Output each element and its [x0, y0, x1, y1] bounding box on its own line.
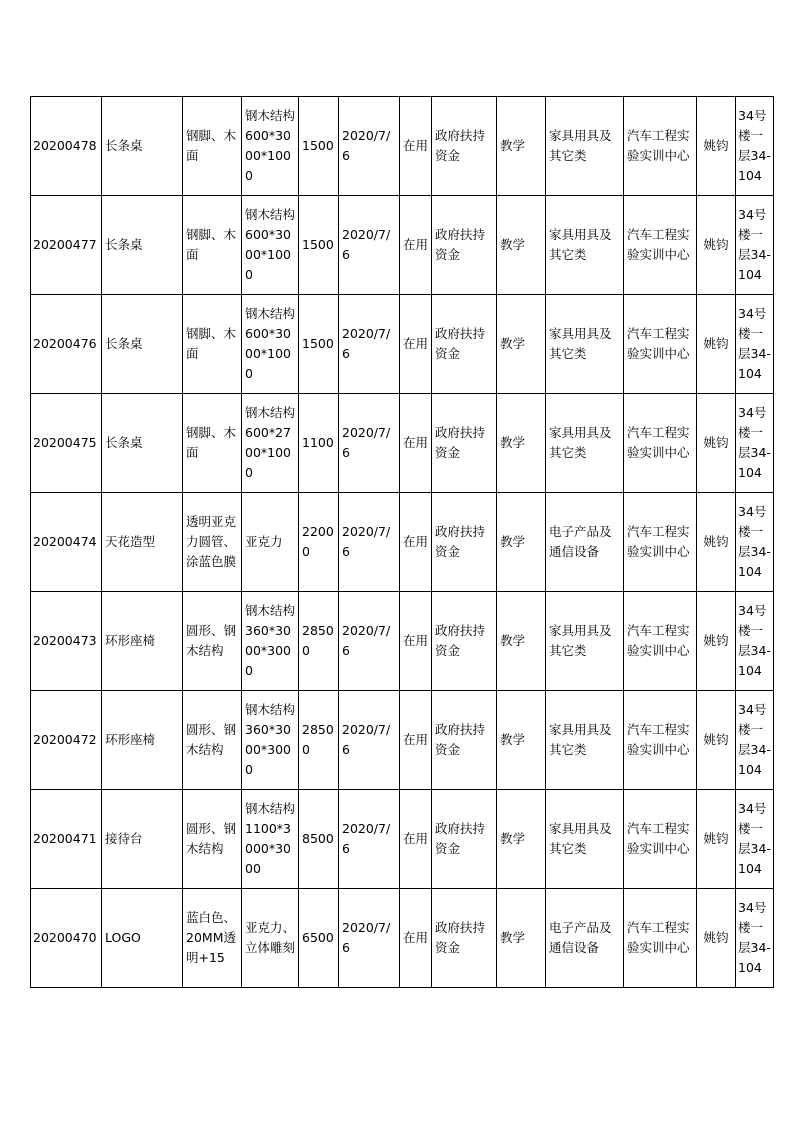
asset-table	[30, 96, 774, 988]
category-cell: 家具用具及其它类	[546, 196, 624, 295]
category-cell: 家具用具及其它类	[546, 295, 624, 394]
location-cell: 34号楼一层34-104	[736, 790, 774, 889]
table-row	[31, 97, 774, 196]
table-row	[31, 592, 774, 691]
department-cell: 汽车工程实验实训中心	[624, 394, 697, 493]
asset-id-cell: 20200472	[31, 691, 102, 790]
asset-name-cell: 长条桌	[102, 97, 183, 196]
table-row	[31, 295, 774, 394]
status-cell: 在用	[400, 592, 432, 691]
spec-cell: 钢木结构360*3000*3000	[242, 691, 299, 790]
purpose-cell: 教学	[497, 889, 546, 988]
asset-name-cell: LOGO	[102, 889, 183, 988]
material-cell: 钢脚、木面	[183, 295, 242, 394]
material-cell: 透明亚克力圆管、涂蓝色膜	[183, 493, 242, 592]
category-cell: 电子产品及通信设备	[546, 889, 624, 988]
status-cell: 在用	[400, 790, 432, 889]
custodian-cell: 姚钧	[697, 691, 736, 790]
fund-source-cell: 政府扶持资金	[432, 295, 497, 394]
custodian-cell: 姚钧	[697, 196, 736, 295]
material-cell: 钢脚、木面	[183, 394, 242, 493]
category-cell: 家具用具及其它类	[546, 790, 624, 889]
category-cell: 家具用具及其它类	[546, 394, 624, 493]
purpose-cell: 教学	[497, 295, 546, 394]
status-cell: 在用	[400, 394, 432, 493]
custodian-cell: 姚钧	[697, 493, 736, 592]
location-cell: 34号楼一层34-104	[736, 394, 774, 493]
department-cell: 汽车工程实验实训中心	[624, 691, 697, 790]
spec-cell: 亚克力	[242, 493, 299, 592]
price-cell: 6500	[299, 889, 339, 988]
asset-id-cell: 20200477	[31, 196, 102, 295]
spec-cell: 钢木结构1100*3000*3000	[242, 790, 299, 889]
location-cell: 34号楼一层34-104	[736, 691, 774, 790]
spec-cell: 亚克力、立体雕刻	[242, 889, 299, 988]
table-body	[31, 97, 774, 988]
status-cell: 在用	[400, 691, 432, 790]
location-cell: 34号楼一层34-104	[736, 196, 774, 295]
purpose-cell: 教学	[497, 691, 546, 790]
date-cell: 2020/7/6	[339, 493, 400, 592]
purpose-cell: 教学	[497, 97, 546, 196]
custodian-cell: 姚钧	[697, 295, 736, 394]
date-cell: 2020/7/6	[339, 889, 400, 988]
custodian-cell: 姚钧	[697, 394, 736, 493]
table-row	[31, 196, 774, 295]
department-cell: 汽车工程实验实训中心	[624, 493, 697, 592]
location-cell: 34号楼一层34-104	[736, 97, 774, 196]
asset-name-cell: 接待台	[102, 790, 183, 889]
fund-source-cell: 政府扶持资金	[432, 790, 497, 889]
spec-cell: 钢木结构600*3000*1000	[242, 196, 299, 295]
custodian-cell: 姚钧	[697, 790, 736, 889]
price-cell: 1500	[299, 196, 339, 295]
table-row	[31, 691, 774, 790]
date-cell: 2020/7/6	[339, 394, 400, 493]
material-cell: 圆形、钢木结构	[183, 691, 242, 790]
material-cell: 钢脚、木面	[183, 97, 242, 196]
department-cell: 汽车工程实验实训中心	[624, 295, 697, 394]
status-cell: 在用	[400, 97, 432, 196]
status-cell: 在用	[400, 889, 432, 988]
purpose-cell: 教学	[497, 196, 546, 295]
asset-id-cell: 20200471	[31, 790, 102, 889]
material-cell: 蓝白色、20MM透明+15	[183, 889, 242, 988]
custodian-cell: 姚钧	[697, 97, 736, 196]
department-cell: 汽车工程实验实训中心	[624, 592, 697, 691]
date-cell: 2020/7/6	[339, 691, 400, 790]
asset-name-cell: 天花造型	[102, 493, 183, 592]
custodian-cell: 姚钧	[697, 592, 736, 691]
asset-id-cell: 20200473	[31, 592, 102, 691]
fund-source-cell: 政府扶持资金	[432, 394, 497, 493]
asset-name-cell: 长条桌	[102, 295, 183, 394]
fund-source-cell: 政府扶持资金	[432, 592, 497, 691]
table-row	[31, 790, 774, 889]
price-cell: 28500	[299, 592, 339, 691]
location-cell: 34号楼一层34-104	[736, 295, 774, 394]
status-cell: 在用	[400, 493, 432, 592]
category-cell: 家具用具及其它类	[546, 97, 624, 196]
fund-source-cell: 政府扶持资金	[432, 493, 497, 592]
asset-id-cell: 20200475	[31, 394, 102, 493]
location-cell: 34号楼一层34-104	[736, 493, 774, 592]
purpose-cell: 教学	[497, 790, 546, 889]
asset-id-cell: 20200478	[31, 97, 102, 196]
asset-id-cell: 20200470	[31, 889, 102, 988]
department-cell: 汽车工程实验实训中心	[624, 790, 697, 889]
category-cell: 家具用具及其它类	[546, 691, 624, 790]
location-cell: 34号楼一层34-104	[736, 592, 774, 691]
category-cell: 电子产品及通信设备	[546, 493, 624, 592]
asset-name-cell: 长条桌	[102, 196, 183, 295]
material-cell: 钢脚、木面	[183, 196, 242, 295]
asset-id-cell: 20200474	[31, 493, 102, 592]
department-cell: 汽车工程实验实训中心	[624, 97, 697, 196]
purpose-cell: 教学	[497, 493, 546, 592]
spec-cell: 钢木结构600*3000*1000	[242, 295, 299, 394]
table-row	[31, 493, 774, 592]
location-cell: 34号楼一层34-104	[736, 889, 774, 988]
price-cell: 28500	[299, 691, 339, 790]
status-cell: 在用	[400, 196, 432, 295]
date-cell: 2020/7/6	[339, 97, 400, 196]
fund-source-cell: 政府扶持资金	[432, 889, 497, 988]
price-cell: 1500	[299, 295, 339, 394]
spec-cell: 钢木结构600*2700*1000	[242, 394, 299, 493]
table-row	[31, 394, 774, 493]
date-cell: 2020/7/6	[339, 592, 400, 691]
category-cell: 家具用具及其它类	[546, 592, 624, 691]
department-cell: 汽车工程实验实训中心	[624, 889, 697, 988]
purpose-cell: 教学	[497, 592, 546, 691]
purpose-cell: 教学	[497, 394, 546, 493]
fund-source-cell: 政府扶持资金	[432, 196, 497, 295]
material-cell: 圆形、钢木结构	[183, 592, 242, 691]
price-cell: 1500	[299, 97, 339, 196]
asset-name-cell: 环形座椅	[102, 691, 183, 790]
material-cell: 圆形、钢木结构	[183, 790, 242, 889]
asset-name-cell: 长条桌	[102, 394, 183, 493]
spec-cell: 钢木结构600*3000*1000	[242, 97, 299, 196]
department-cell: 汽车工程实验实训中心	[624, 196, 697, 295]
fund-source-cell: 政府扶持资金	[432, 691, 497, 790]
asset-name-cell: 环形座椅	[102, 592, 183, 691]
price-cell: 22000	[299, 493, 339, 592]
date-cell: 2020/7/6	[339, 295, 400, 394]
date-cell: 2020/7/6	[339, 790, 400, 889]
status-cell: 在用	[400, 295, 432, 394]
price-cell: 1100	[299, 394, 339, 493]
asset-id-cell: 20200476	[31, 295, 102, 394]
table-row	[31, 889, 774, 988]
price-cell: 8500	[299, 790, 339, 889]
date-cell: 2020/7/6	[339, 196, 400, 295]
custodian-cell: 姚钧	[697, 889, 736, 988]
spec-cell: 钢木结构360*3000*3000	[242, 592, 299, 691]
fund-source-cell: 政府扶持资金	[432, 97, 497, 196]
